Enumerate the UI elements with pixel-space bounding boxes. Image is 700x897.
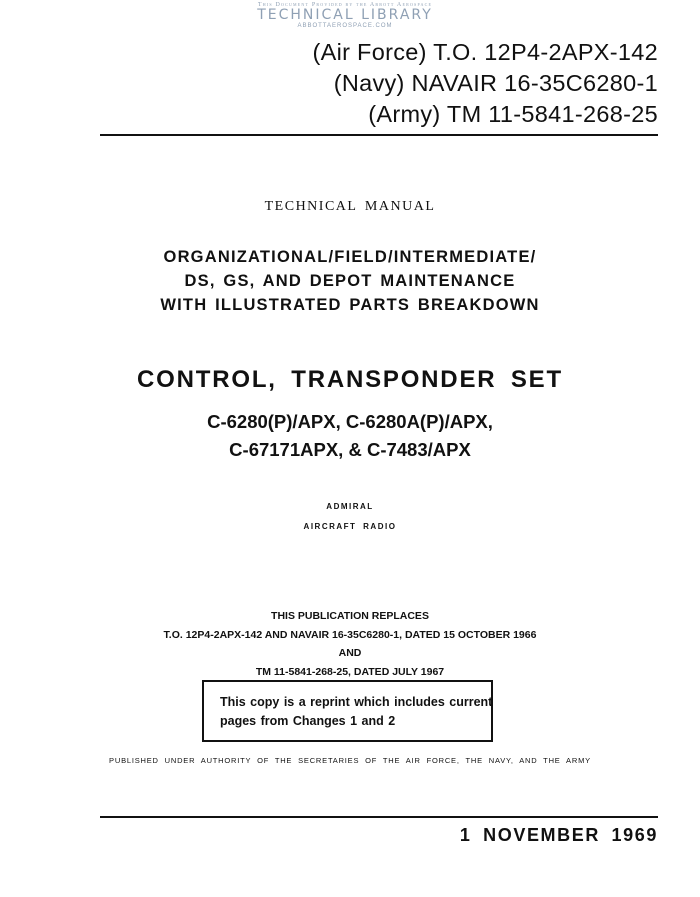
maintenance-level-heading (0, 245, 700, 317)
watermark-url: ABBOTTAEROSPACE.COM (297, 23, 393, 29)
watermark-provider-line: This Document Provided by the Abbott Aerospace (257, 2, 433, 8)
watermark (230, 2, 460, 30)
publication-authority: PUBLISHED UNDER AUTHORITY OF THE SECRETARIES OF THE AIR FORCE, THE NAVY, AND THE ARMY (109, 756, 591, 765)
manufacturer-line: AIRCRAFT RADIO (303, 522, 397, 531)
equipment-title: CONTROL, TRANSPONDER SET (137, 366, 563, 393)
supersedure-line: AND (338, 647, 362, 659)
pub-number-air-force: (Air Force) T.O. 12P4-2APX-142 (312, 39, 658, 65)
supersedure-notice (0, 607, 700, 681)
watermark-library-name: TECHNICAL LIBRARY (257, 7, 433, 23)
bottom-divider (100, 816, 658, 818)
pub-number-navy: (Navy) NAVAIR 16-35C6280-1 (333, 70, 658, 96)
model-line: C-6280(P)/APX, C-6280A(P)/APX, (207, 411, 493, 432)
maintenance-line: DS, GS, AND DEPOT MAINTENANCE (184, 272, 516, 290)
model-line: C-67171APX, & C-7483/APX (229, 439, 471, 460)
top-divider (100, 134, 658, 136)
manual-type: TECHNICAL MANUAL (264, 199, 436, 214)
publication-numbers (312, 37, 658, 130)
maintenance-line: ORGANIZATIONAL/FIELD/INTERMEDIATE/ (163, 248, 537, 266)
reprint-line: pages from Changes 1 and 2 (220, 714, 396, 728)
model-numbers (0, 408, 700, 464)
maintenance-line: WITH ILLUSTRATED PARTS BREAKDOWN (160, 296, 540, 314)
manufacturer (0, 497, 700, 537)
supersedure-line: T.O. 12P4-2APX-142 AND NAVAIR 16-35C6280-1, DATED 15 OCTOBER 1966 (163, 628, 537, 641)
reprint-notice (220, 693, 492, 731)
manufacturer-line: ADMIRAL (326, 502, 374, 511)
supersedure-heading: THIS PUBLICATION REPLACES (271, 610, 429, 622)
reprint-line: This copy is a reprint which includes current (220, 695, 493, 709)
pub-number-army: (Army) TM 11-5841-268-25 (368, 101, 658, 127)
publication-date: 1 NOVEMBER 1969 (459, 825, 658, 845)
supersedure-line: TM 11-5841-268-25, DATED JULY 1967 (255, 665, 445, 678)
